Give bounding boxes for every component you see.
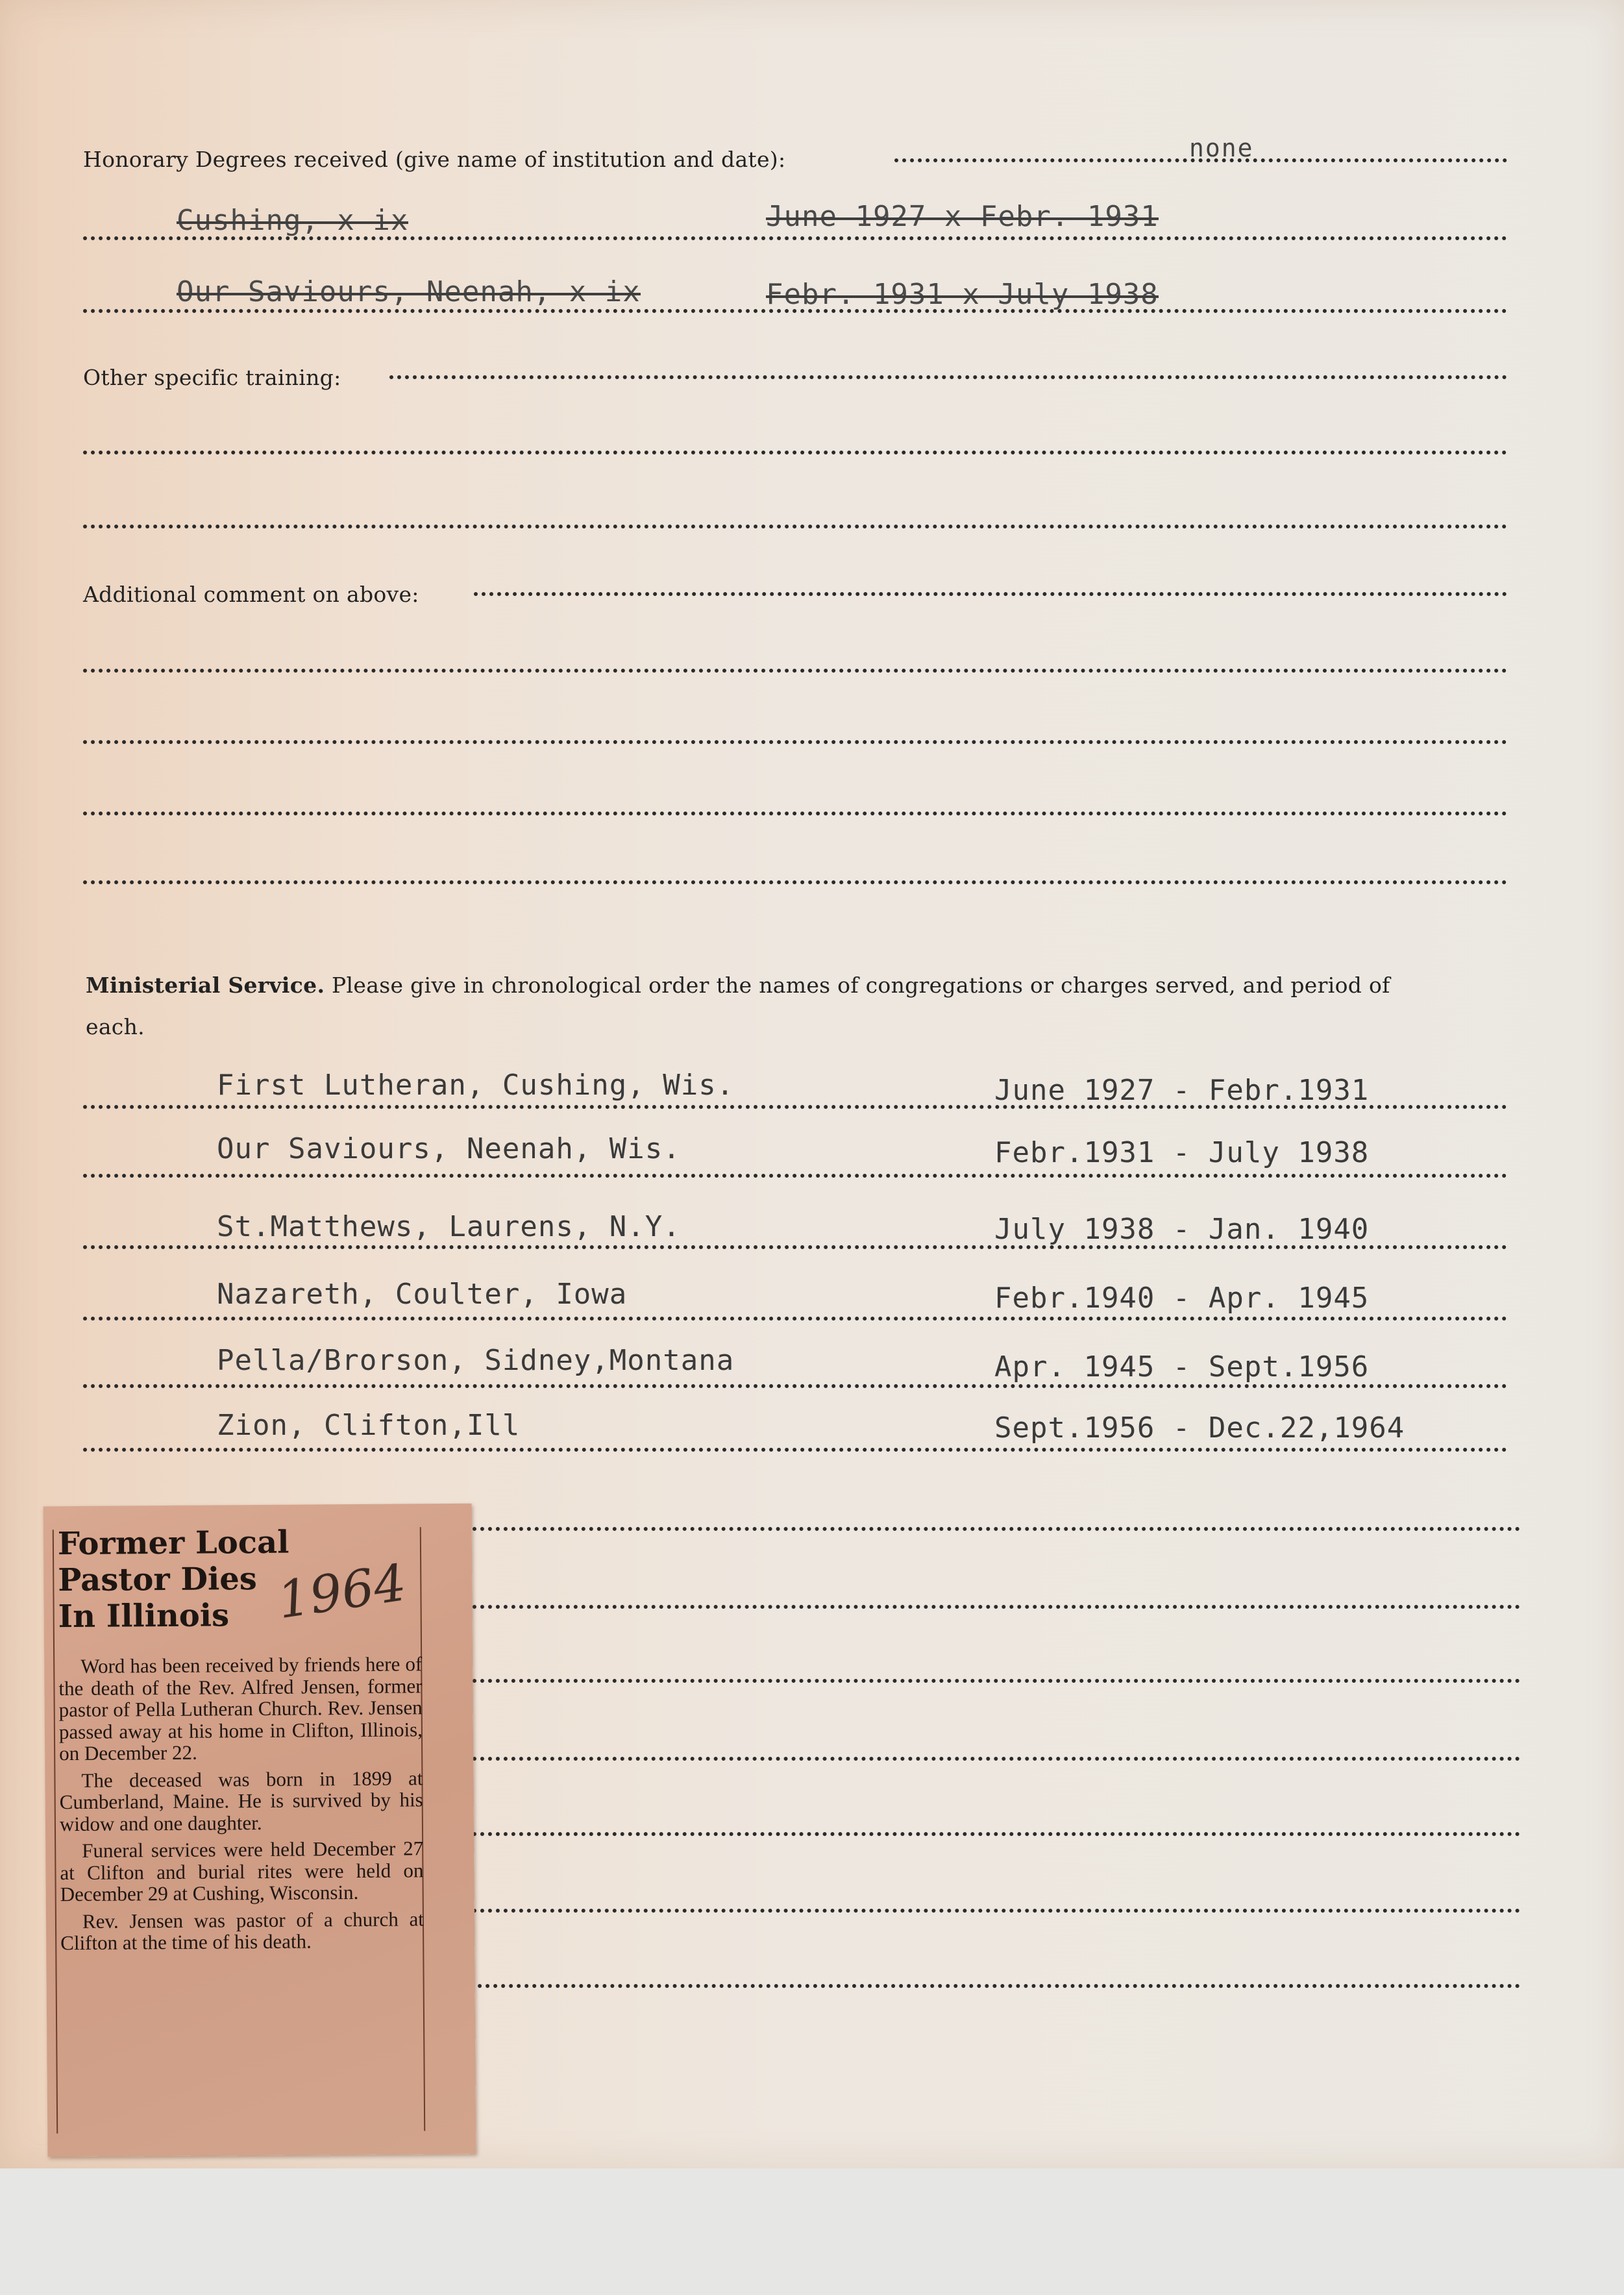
service-line-11 xyxy=(441,1832,1520,1836)
service-period-3: July 1938 - Jan. 1940 xyxy=(994,1213,1370,1246)
service-period-6: Sept.1956 - Dec.22,1964 xyxy=(994,1411,1405,1445)
struck-entry-name-2: Our Saviours, Neenah, x ix xyxy=(177,275,641,308)
additional-comment-label: Additional comment on above: xyxy=(83,582,419,607)
clipping-paragraph-3: Funeral services were held December 27 at Clifton and burial rites were held on December 29 at Cushing, Wisconsin. xyxy=(60,1837,424,1906)
additional-comment-line-4 xyxy=(83,812,1507,815)
newspaper-clipping xyxy=(43,1504,476,2157)
honorary-line-3 xyxy=(83,309,1507,313)
ministerial-service-instructions xyxy=(86,973,1390,998)
scan-background-strip xyxy=(0,2168,1624,2295)
service-line-1 xyxy=(83,1105,1507,1109)
service-congregation-5: Pella/Brorson, Sidney,Montana xyxy=(217,1344,735,1377)
honorary-line-2 xyxy=(83,236,1507,240)
other-training-line-1 xyxy=(389,375,1507,379)
service-period-5: Apr. 1945 - Sept.1956 xyxy=(994,1350,1370,1383)
additional-comment-line-1 xyxy=(474,592,1507,596)
clipping-paragraph-1: Word has been received by friends here of the death of the Rev. Alfred Jensen, former pastor of Pella Lutheran Church. Rev. Jensen passed away at his home in Clifton, Illinois, on December 22. xyxy=(58,1652,423,1765)
service-period-2: Febr.1931 - July 1938 xyxy=(994,1136,1370,1169)
honorary-degrees-label: Honorary Degrees received (give name of institution and date): xyxy=(83,147,786,172)
clipping-column-rule-left xyxy=(53,1530,58,2133)
other-training-label: Other specific training: xyxy=(83,365,341,390)
service-congregation-4: Nazareth, Coulter, Iowa xyxy=(217,1278,628,1311)
struck-entry-dates-2: Febr. 1931 x July 1938 xyxy=(766,278,1159,311)
service-line-12 xyxy=(441,1909,1520,1913)
service-congregation-2: Our Saviours, Neenah, Wis. xyxy=(217,1132,681,1165)
service-line-6 xyxy=(83,1448,1507,1452)
handwritten-year: 1964 xyxy=(273,1554,410,1631)
struck-entry-dates-1: June 1927 x Febr. 1931 xyxy=(766,200,1159,233)
service-period-4: Febr.1940 - Apr. 1945 xyxy=(994,1282,1370,1315)
honorary-degrees-value: none xyxy=(1189,134,1254,162)
service-line-7 xyxy=(441,1527,1520,1531)
additional-comment-line-2 xyxy=(83,669,1507,673)
service-line-9 xyxy=(441,1679,1520,1683)
clipping-headline-line-1: Former Local xyxy=(57,1524,289,1563)
service-line-2 xyxy=(83,1174,1507,1178)
struck-entry-name-1: Cushing, x ix xyxy=(177,204,409,237)
service-congregation-6: Zion, Clifton,Ill xyxy=(217,1409,521,1442)
additional-comment-line-5 xyxy=(83,880,1507,884)
service-line-13 xyxy=(454,1984,1520,1988)
additional-comment-line-3 xyxy=(83,740,1507,744)
ministerial-service-heading: Ministerial Service. xyxy=(86,973,325,998)
service-line-3 xyxy=(83,1245,1507,1249)
service-line-10 xyxy=(441,1757,1520,1761)
clipping-headline-line-2: Pastor Dies xyxy=(58,1561,258,1599)
other-training-line-2 xyxy=(83,451,1507,454)
ministerial-service-instruction-text: Please give in chronological order the names of congregations or charges served, and period of xyxy=(332,973,1390,998)
service-line-8 xyxy=(441,1605,1520,1609)
service-line-4 xyxy=(83,1317,1507,1321)
service-line-5 xyxy=(83,1384,1507,1388)
service-congregation-1: First Lutheran, Cushing, Wis. xyxy=(217,1069,735,1102)
service-period-1: June 1927 - Febr.1931 xyxy=(994,1074,1370,1107)
other-training-line-3 xyxy=(83,525,1507,528)
clipping-headline-line-3: In Illinois xyxy=(58,1597,230,1635)
clipping-body xyxy=(58,1653,424,1959)
clipping-paragraph-4: Rev. Jensen was pastor of a church at Clifton at the time of his death. xyxy=(60,1907,424,1955)
clipping-paragraph-2: The deceased was born in 1899 at Cumberland, Maine. He is survived by his widow and one daughter. xyxy=(59,1766,423,1835)
service-congregation-3: St.Matthews, Laurens, N.Y. xyxy=(217,1210,681,1243)
ministerial-service-instruction-cont: each. xyxy=(86,1014,145,1039)
